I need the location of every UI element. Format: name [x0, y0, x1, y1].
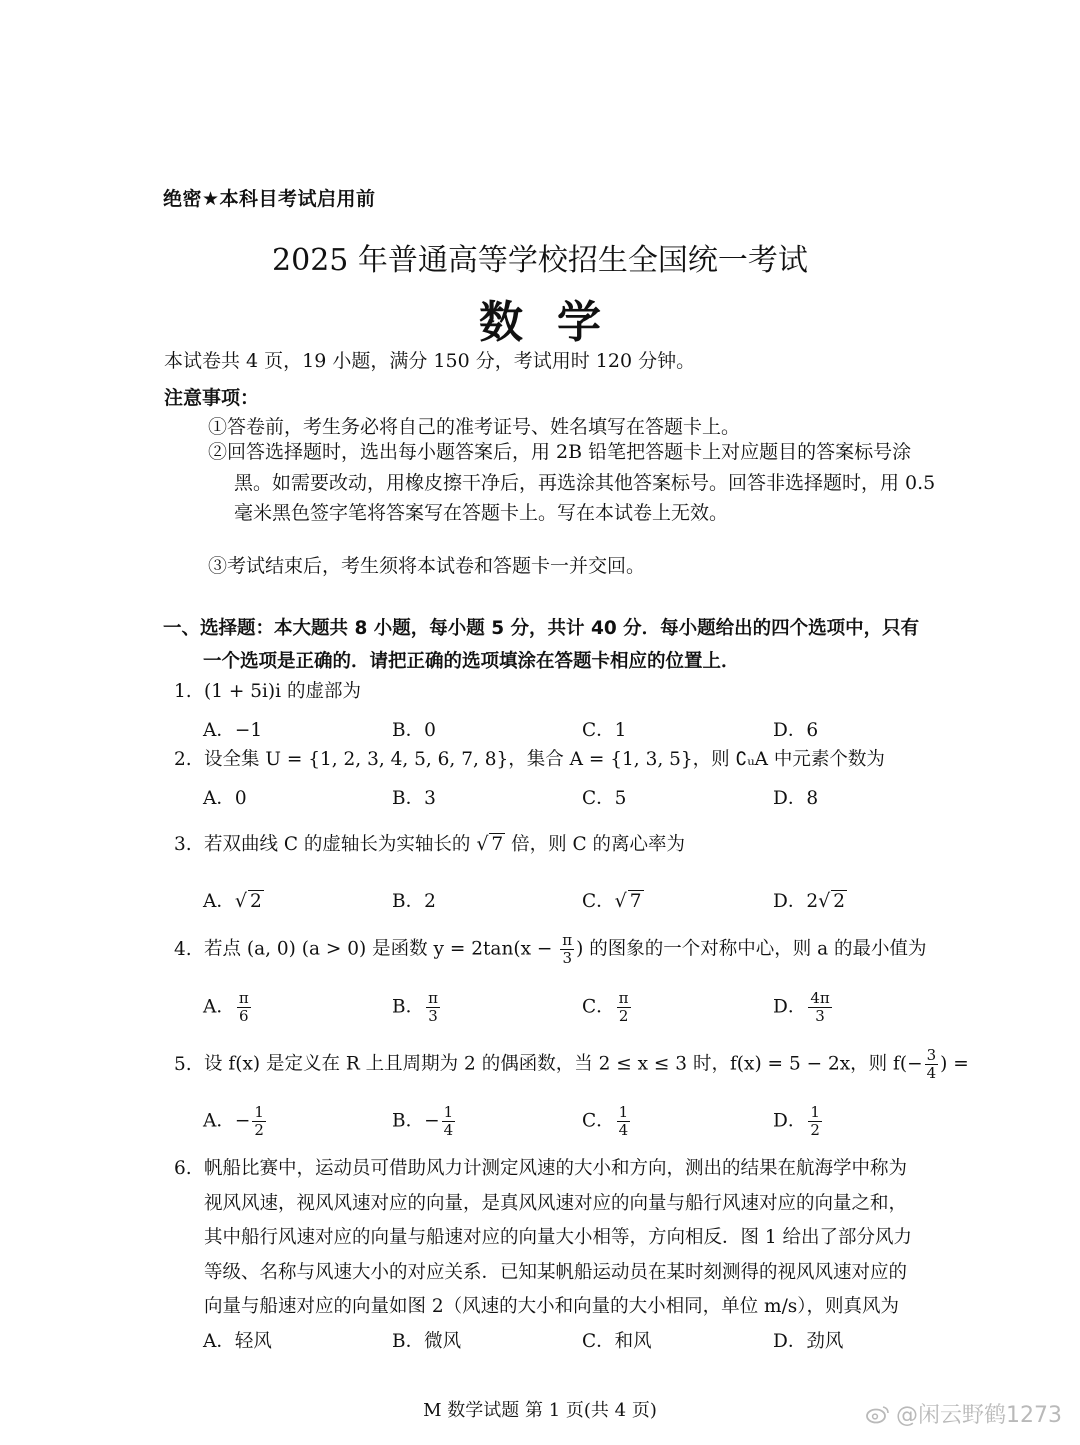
fraction: [560, 932, 574, 967]
section-heading: [163, 612, 923, 678]
radicand: 2: [249, 891, 262, 912]
radical-sign: √: [614, 890, 627, 912]
q4-option-b: [392, 990, 442, 1025]
question-number: 3.: [174, 834, 192, 855]
question-line: 向量与船速对应的向量如图 2（风速的大小和向量的大小相同，单位 m/s），则真风为: [204, 1296, 900, 1317]
question-5: [174, 1046, 969, 1082]
question-text-end: ) 的图象的一个对称中心，则 a 的最小值为: [576, 938, 927, 960]
q3-option-b: [392, 887, 436, 913]
option-value: 2: [424, 891, 436, 912]
radicand: 7: [491, 834, 504, 855]
option-label: C．: [582, 891, 615, 912]
denominator: 2: [254, 1121, 264, 1139]
q4-option-a: [203, 990, 253, 1025]
fraction: [252, 1104, 266, 1139]
question-3: [174, 827, 919, 862]
q3-option-a: [203, 887, 264, 913]
option-label: C．: [582, 996, 615, 1018]
q6-option-a: A．轻风: [203, 1331, 272, 1352]
denominator: 2: [810, 1121, 820, 1139]
q5-option-c: [582, 1104, 632, 1139]
exam-title: 2025 年普通高等学校招生全国统一考试: [272, 243, 808, 278]
question-text: 设 f(x) 是定义在 R 上且周期为 2 的偶函数，当 2 ≤ x ≤ 3 时，f(x) = 5 − 2x，则 f(−: [204, 1053, 923, 1075]
option-label: D．: [773, 996, 807, 1018]
numerator: π: [618, 989, 629, 1007]
numerator: 1: [254, 1103, 264, 1121]
option-coef: 2: [806, 891, 819, 912]
q1-option-c: C．1: [582, 720, 627, 741]
option-sign: −: [234, 1110, 251, 1132]
option-label: A．: [203, 1110, 235, 1132]
weibo-icon: [866, 1404, 890, 1424]
fraction: [237, 990, 251, 1025]
question-text-end: ) =: [940, 1053, 969, 1075]
note-2: ②回答选择题时，选出每小题答案后，用 2B 铅笔把答题卡上对应题目的答案标号涂黑。如需要改动，用橡皮擦干净后，再选涂其他答案标号。回答非选择题时，用 0.5 毫米黑色签字笔将答案写在答题卡上。写在本试卷上无效。: [208, 441, 936, 524]
q2-option-a: A．0: [203, 788, 247, 809]
note-3: ③考试结束后，考生须将本试卷和答题卡一并交回。: [208, 555, 646, 577]
notes-heading: 注意事项：: [164, 387, 260, 409]
option-label: A．: [203, 891, 235, 912]
denominator: 3: [428, 1007, 438, 1025]
question-line: [174, 1152, 919, 1187]
radical-sign: √: [818, 890, 831, 912]
question-text: 设全集 U = {1, 2, 3, 4, 5, 6, 7, 8}，集合 A = {1, 3, 5}，则 ∁ᵤA 中元素个数为: [204, 749, 885, 770]
watermark: [866, 1398, 1062, 1429]
q4-option-d: [773, 990, 834, 1025]
option-label: C．: [582, 1110, 615, 1132]
radicand: 2: [833, 891, 846, 912]
denominator: 2: [618, 1007, 629, 1025]
question-2: [174, 743, 919, 777]
radicand: 7: [629, 891, 642, 912]
q5-option-b: [392, 1104, 457, 1139]
question-number: 2.: [174, 749, 192, 770]
q5-option-d: [773, 1104, 824, 1139]
page-footer: M 数学试题 第 1 页(共 4 页): [423, 1400, 657, 1421]
fraction: [808, 990, 831, 1025]
question-number: 1.: [174, 681, 192, 702]
section-line-2: 一个选项是正确的．请把正确的选项填涂在答题卡相应的位置上．: [203, 651, 740, 672]
question-text-end: 倍，则 C 的离心率为: [505, 834, 686, 855]
denominator: 3: [815, 1007, 825, 1025]
q6-option-c: C．和风: [582, 1331, 652, 1352]
option-sign: −: [424, 1110, 440, 1132]
q5-option-a: [203, 1104, 268, 1139]
q6-option-d: D．劲风: [773, 1331, 844, 1352]
numerator: 1: [618, 1103, 629, 1121]
subject-title: 数学: [479, 297, 635, 348]
fraction: [426, 990, 440, 1025]
denominator: 3: [562, 949, 572, 967]
numerator: 4π: [810, 989, 830, 1007]
option-label: A．: [203, 996, 235, 1018]
question-line: 视风风速，视风风速对应的向量，是真风风速对应的向量与船行风速对应的向量之和，: [204, 1192, 908, 1214]
numerator: 1: [443, 1103, 454, 1121]
q1-option-d: D．6: [773, 720, 819, 741]
option-label: B．: [392, 996, 425, 1018]
question-line: 等级、名称与风速大小的对应关系．已知某帆船运动员在某时刻测得的视风风速对应的: [204, 1261, 908, 1283]
fraction: [925, 1047, 939, 1082]
option-label: D．: [773, 891, 807, 912]
section-line-1: 一、选择题：本大题共 8 小题，每小题 5 分，共计 40 分．每小题给出的四个选项中，只有: [163, 618, 920, 639]
numerator: 3: [926, 1046, 937, 1064]
q2-option-d: D．8: [773, 788, 819, 809]
confidential-mark: 绝密★本科目考试启用前: [163, 188, 376, 210]
denominator: 6: [239, 1007, 249, 1025]
denominator: 4: [926, 1064, 937, 1082]
question-text: (1 + 5i)i 的虚部为: [204, 681, 361, 702]
option-label: B．: [392, 1110, 425, 1132]
numerator: π: [562, 931, 573, 949]
fraction: [442, 1104, 456, 1139]
numerator: 1: [810, 1103, 820, 1121]
option-label: D．: [773, 1110, 807, 1132]
q2-option-c: C．5: [582, 788, 627, 809]
q1-option-a: A．−1: [203, 720, 263, 741]
question-1: [174, 675, 919, 709]
numerator: π: [238, 989, 249, 1007]
question-4: [174, 931, 927, 967]
option-label: B．: [392, 891, 425, 912]
question-number: 5.: [174, 1053, 192, 1075]
watermark-text: @闲云野鹤1273: [896, 1403, 1062, 1428]
question-text: 若点 (a, 0) (a > 0) 是函数 y = 2tan(x −: [204, 938, 559, 960]
q3-option-c: [582, 887, 644, 913]
question-text: 帆船比赛中，运动员可借助风力计测定风速的大小和方向，测出的结果在航海学中称为: [204, 1158, 908, 1179]
exam-intro: 本试卷共 4 页，19 小题，满分 150 分，考试用时 120 分钟。: [164, 350, 696, 372]
q4-option-c: [582, 990, 633, 1025]
fraction: [617, 990, 631, 1025]
question-number: 6.: [174, 1158, 192, 1179]
numerator: π: [428, 989, 438, 1007]
denominator: 4: [618, 1121, 629, 1139]
q2-option-b: B．3: [392, 788, 436, 809]
fraction: [617, 1104, 631, 1139]
denominator: 4: [443, 1121, 454, 1139]
question-text: 若双曲线 C 的虚轴长为实轴长的: [204, 834, 477, 855]
fraction: [808, 1104, 822, 1139]
question-line: 其中船行风速对应的向量与船速对应的向量大小相等，方向相反．图 1 给出了部分风力: [204, 1227, 913, 1248]
q3-option-d: [773, 887, 847, 913]
radical-sign: √: [234, 890, 247, 912]
question-6: [174, 1152, 919, 1325]
question-number: 4.: [174, 938, 192, 960]
q1-option-b: B．0: [392, 720, 436, 741]
radical-sign: √: [476, 833, 489, 855]
q6-option-b: B．微风: [392, 1331, 462, 1352]
note-1: ①答卷前，考生务必将自己的准考证号、姓名填写在答题卡上。: [208, 416, 741, 438]
